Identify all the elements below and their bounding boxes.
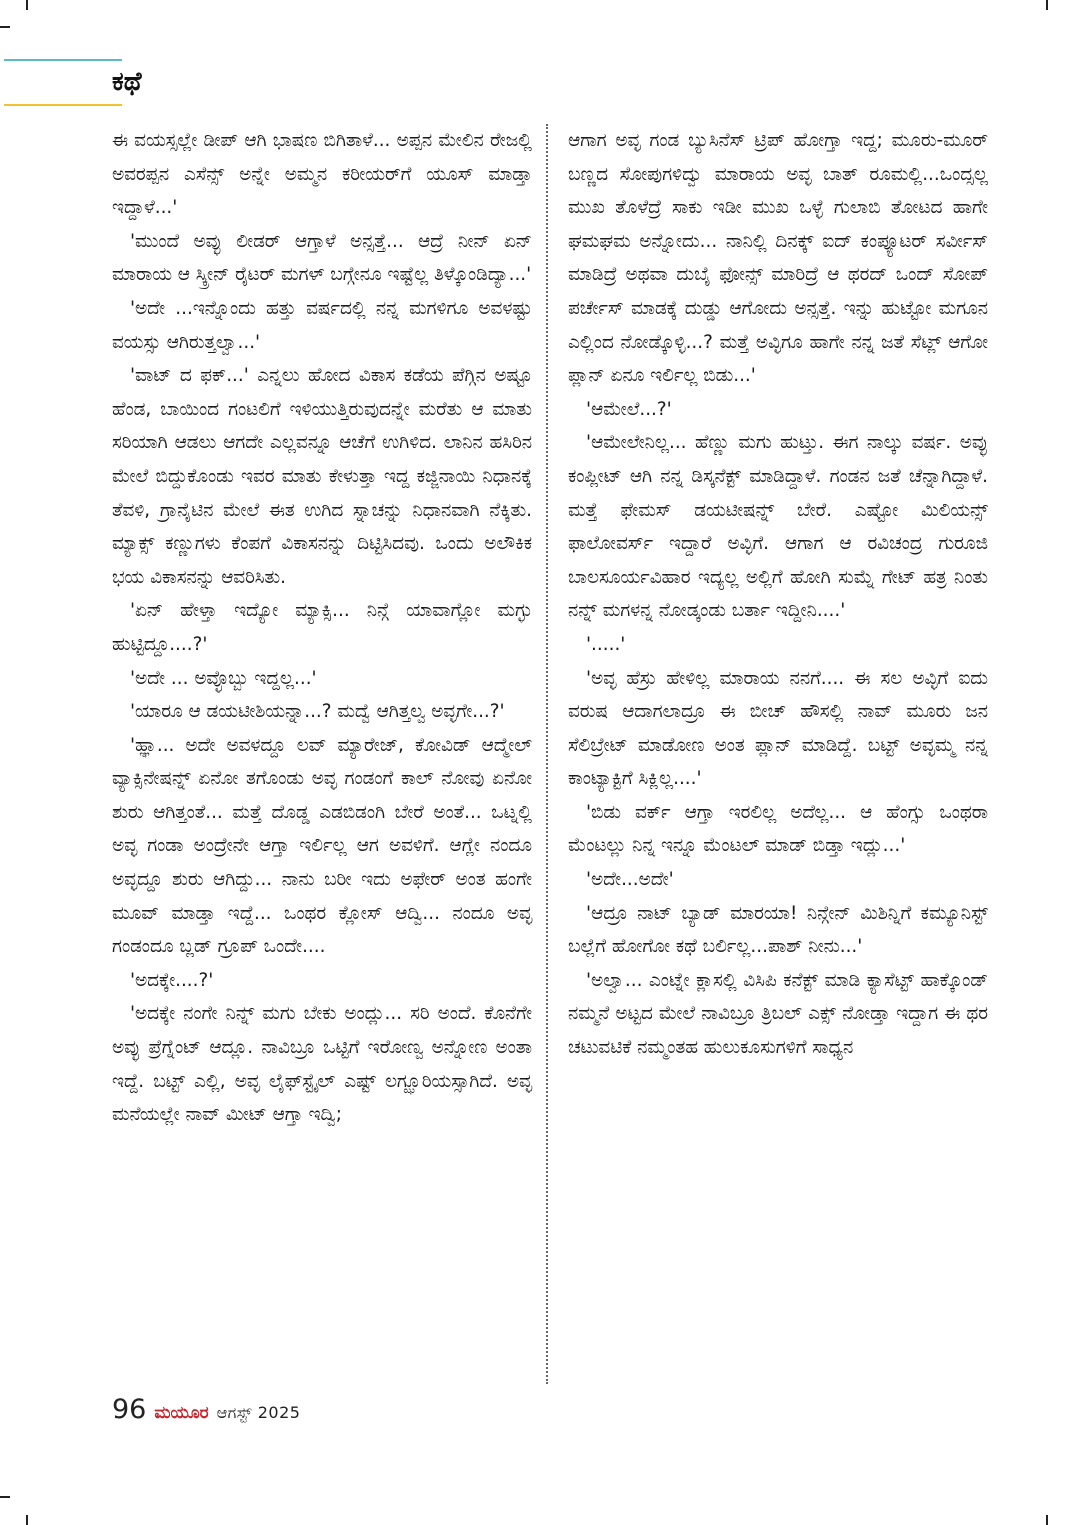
paragraph: 'ಅದೇ ...ಇನ್ನೊಂದು ಹತ್ತು ವರ್ಷದಲ್ಲಿ ನನ್ನ ಮಗಳಿಗೂ ಅವಳಷ್ಟು ವಯಸ್ಸು ಆಗಿರುತ್ತಲ್ವಾ...': [112, 297, 532, 353]
paragraph: ಈ ವಯಸ್ಸಲ್ಲೇ ಡೀಪ್ ಆಗಿ ಭಾಷಣ ಬಿಗಿತಾಳೆ... ಅಪ್ಪನ ಮೇಲಿನ ರೇಜಲ್ಲಿ ಅವರಪ್ಪನ ಎಸೆನ್ಸ್ ಅನ್ನೇ ಅಮ್ಮನ ಕರೀಯರ್‌ಗೆ ಯೂಸ್ ಮಾಡ್ತಾ ಇದ್ದಾಳೆ...': [112, 130, 532, 219]
crop-mark: [0, 26, 10, 28]
paragraph: ಆಗಾಗ ಅವ್ಳ ಗಂಡ ಬ್ಯುಸಿನೆಸ್ ಟ್ರಿಪ್ ಹೋಗ್ತಾ ಇದ್ದ; ಮೂರು-ಮೂರ್ ಬಣ್ಣದ ಸೋಪುಗಳಿದ್ವು ಮಾರಾಯ ಅವ್ಳ ಬಾತ್ ರೂಮಲ್ಲಿ...ಒಂದ್ಸಲ್ಲ ಮುಖ ತೊಳೆದ್ರೆ ಸಾಕು ಇಡೀ ಮುಖ ಒಳ್ಳೆ ಗುಲಾಬಿ ತೋಟದ ಹಾಗೇ ಘಮಘಮ ಅನ್ನೋದು... ನಾನಿಲ್ಲಿ ದಿನಕ್ಕ್ ಐದ್ ಕಂಪ್ಯೂಟರ್ ಸರ್ವೀಸ್ ಮಾಡಿದ್ರೆ ಅಥವಾ ದುಬೈ ಫೋನ್ಸ್ ಮಾರಿದ್ರೆ ಆ ಥರದ್ ಒಂದ್ ಸೋಪ್ ಪರ್ಚೇಸ್ ಮಾಡಕ್ಕೆ ದುಡ್ಡು ಆಗೋದು ಅನ್ಸತ್ತೆ. ಇನ್ನು ಹುಟ್ಟೋ ಮಗೂನ ಎಲ್ಲಿಂದ ನೋಡ್ಕೊಳ್ಳಿ...? ಮತ್ತೆ ಅವ್ಳಿಗೂ ಹಾಗೇ ನನ್ನ ಜತೆ ಸೆಟ್ಲ್ ಆಗೋ ಪ್ಲಾನ್ ಏನೂ ಇರ್ಲಿಲ್ಲ ಬಿಡು...': [568, 130, 988, 387]
section-title: ಕಥೆ: [112, 67, 142, 97]
paragraph: '.....': [586, 633, 626, 655]
paragraph: 'ಯಾರೂ ಆ ಡಯಟೀಶಿಯನ್ನಾ...? ಮದ್ವೆ ಆಗಿತ್ತಲ್ವ ಅವ್ಳಗೇ...?': [130, 701, 505, 723]
paragraph: 'ಅಲ್ವಾ... ಎಂಟ್ನೇ ಕ್ಲಾಸಲ್ಲಿ ವಿಸಿಪಿ ಕನೆಕ್ಟ್ ಮಾಡಿ ಕ್ಯಾಸೆಟ್ಟ್ ಹಾಕ್ಕೊಂಡ್ ನಮ್ಮನೆ ಅಟ್ಟದ ಮೇಲೆ ನಾವಿಬ್ರೂ ತ್ರಿಬಲ್ ಎಕ್ಸ್ ನೋಡ್ತಾ ಇದ್ದಾಗ ಈ ಥರ ಚಟುವಟಿಕೆ ನಮ್ಮಂತಹ ಹುಲುಕೂಸುಗಳಿಗೆ ಸಾಧ್ಯನ: [568, 969, 988, 1059]
paragraph: 'ಹ್ಞಾ... ಅದೇ ಅವಳದ್ದೂ ಲವ್ ಮ್ಯಾರೇಜ್, ಕೋವಿಡ್ ಆದ್ಮೇಲ್ ವ್ಯಾಕ್ಸಿನೇಷನ್ನ್ ಏನೋ ತಗೊಂಡು ಅವ್ಳ ಗಂಡಂಗೆ ಕಾಲ್ ನೋವು ಏನೋ ಶುರು ಆಗಿತ್ತಂತೆ... ಮತ್ತೆ ದೊಡ್ಡ ಎಡಬಿಡಂಗಿ ಬೇರೆ ಅಂತೆ... ಒಟ್ನಲ್ಲಿ ಅವ್ಳ ಗಂಡಾ ಅಂದ್ರೇನೇ ಆಗ್ತಾ ಇರ್ಲಿಲ್ಲ ಆಗ ಅವಳಿಗೆ. ಆಗ್ಲೇ ನಂದೂ ಅವ್ಳದ್ದೂ ಶುರು ಆಗಿದ್ದು... ನಾನು ಬರೀ ಇದು ಅಫೇರ್ ಅಂತ ಹಂಗೇ ಮೂವ್ ಮಾಡ್ತಾ ಇದ್ದೆ... ಒಂಥರ ಕ್ಲೋಸ್ ಆದ್ವಿ... ನಂದೂ ಅವ್ಳ ಗಂಡಂದೂ ಬ್ಲಡ್ ಗ್ರೂಪ್ ಒಂದೇ....: [112, 734, 532, 958]
paragraph: 'ಅವ್ಳ ಹೆಸ್ರು ಹೇಳಿಲ್ಲ ಮಾರಾಯ ನನಗೆ.... ಈ ಸಲ ಅವ್ಳಿಗೆ ಐದು ವರುಷ ಆದಾಗಲಾದ್ರೂ ಈ ಬೀಚ್ ಹೌಸಲ್ಲಿ ನಾವ್ ಮೂರು ಜನ ಸೆಲಿಬ್ರೇಟ್ ಮಾಡೋಣ ಅಂತ ಪ್ಲಾನ್ ಮಾಡಿದ್ದೆ. ಬಟ್ಟ್ ಅವ್ಳಮ್ಮ ನನ್ನ ಕಾಂಟ್ಯಾಕ್ಟಿಗೆ ಸಿಕ್ಲಿಲ್ಲ....': [568, 667, 988, 790]
paragraph: 'ಆಮೇಲೇನಿಲ್ಲ... ಹೆಣ್ಣು ಮಗು ಹುಟ್ತು. ಈಗ ನಾಲ್ಕು ವರ್ಷ. ಅವ್ಳು ಕಂಪ್ಲೀಟ್ ಆಗಿ ನನ್ನ ಡಿಸ್ಕನೆಕ್ಟ್ ಮಾಡಿದ್ದಾಳೆ. ಗಂಡನ ಜತೆ ಚೆನ್ನಾಗಿದ್ದಾಳೆ. ಮತ್ತೆ ಫೇಮಸ್ ಡಯಟೀಷನ್ನ್ ಬೇರೆ. ಎಷ್ಟೋ ಮಿಲಿಯನ್ಸ್ ಫಾಲೋವರ್ಸ್ ಇದ್ದಾರೆ ಅವ್ಳಿಗೆ. ಆಗಾಗ ಆ ರವಿಚಂದ್ರ ಗುರೂಜಿ ಬಾಲಸೂರ್ಯವಿಹಾರ ಇದ್ಯಲ್ಲ ಅಲ್ಲಿಗೆ ಹೋಗಿ ಸುಮ್ನೆ ಗೇಟ್ ಹತ್ರ ನಿಂತು ನನ್ನ್ ಮಗಳನ್ನ ನೋಡ್ಕಂಡು ಬರ್ತಾ ಇದ್ದೀನಿ....': [568, 432, 988, 622]
right-text-column: [568, 124, 988, 1065]
column-divider: [546, 124, 548, 1384]
crop-mark: [26, 1515, 28, 1525]
crop-mark: [1046, 0, 1048, 10]
paragraph: 'ಆದ್ರೂ ನಾಟ್ ಬ್ಯಾಡ್ ಮಾರಯಾ! ನಿನ್ಗೇನ್ ಮಿಶಿನ್ನಿಗೆ ಕಮ್ಯೂನಿಸ್ಟ್ ಬಲ್ಲೆಗೆ ಹೋಗೋ ಕಥೆ ಬರ್ಲಿಲ್ಲ...ಪಾಶ್ ನೀನು...': [568, 902, 988, 958]
paragraph: 'ಅದೇ ... ಅವ್ಳೊಬ್ಬು ಇದ್ದಲ್ಲ...': [130, 667, 317, 689]
magazine-name: ಮಯೂರ: [154, 1403, 209, 1423]
page-number: 96: [112, 1394, 147, 1425]
paragraph: 'ಅದಕ್ಕೇ ನಂಗೇ ನಿನ್ನ್ ಮಗು ಬೇಕು ಅಂದ್ಲು... ಸರಿ ಅಂದೆ. ಕೊನೆಗೇ ಅವ್ಳು ಪ್ರೆಗ್ನೆಂಟ್ ಆದ್ಲೂ. ನಾವಿಬ್ರೂ ಒಟ್ಟಿಗೆ ಇರೋಣ್ವ ಅನ್ನೋಣ ಅಂತಾ ಇದ್ದೆ. ಬಟ್ಟ್ ಎಲ್ಲಿ, ಅವ್ಳ ಲೈಫ್‌ಸ್ಟೈಲ್ ಎಷ್ಟ್ ಲಗ್ಝೂರಿಯಸ್ಸಾಗಿದೆ. ಅವ್ಳ ಮನೆಯಲ್ಲೇ ನಾವ್ ಮೀಟ್ ಆಗ್ತಾ ಇದ್ವಿ;: [112, 1003, 532, 1126]
paragraph: 'ಮುಂದೆ ಅವ್ಳು ಲೀಡರ್ ಆಗ್ತಾಳೆ ಅನ್ಸತ್ತೆ... ಆದ್ರೆ ನೀನ್ ಏನ್ ಮಾರಾಯ ಆ ಸ್ಕ್ರೀನ್ ರೈಟರ್ ಮಗಳ್ ಬಗ್ಗೇನೂ ಇಷ್ಟೆಲ್ಲ ತಿಳ್ಕೊಂಡಿದ್ಯಾ...': [112, 230, 532, 286]
paragraph: 'ವಾಟ್ ದ ಫಕ್...' ಎನ್ನಲು ಹೋದ ವಿಕಾಸ ಕಡೆಯ ಪೆಗ್ಗಿನ ಅಷ್ಟೂ ಹೆಂಡ, ಬಾಯಿಂದ ಗಂಟಲಿಗೆ ಇಳಿಯುತ್ತಿರುವುದನ್ನೇ ಮರೆತು ಆ ಮಾತು ಸರಿಯಾಗಿ ಆಡಲು ಆಗದೇ ಎಲ್ಲವನ್ನೂ ಆಚೆಗೆ ಉಗಿಳಿದ. ಲಾನಿನ ಹಸಿರಿನ ಮೇಲೆ ಬಿದ್ದುಕೊಂಡು ಇವರ ಮಾತು ಕೇಳುತ್ತಾ ಇದ್ದ ಕಜ್ಜಿನಾಯಿ ನಿಧಾನಕ್ಕೆ ತೆವಳಿ, ಗ್ರಾನೈಟಿನ ಮೇಲೆ ಈತ ಉಗಿದ ಸ್ನಾಚನ್ನು ನಿಧಾನವಾಗಿ ನೆಕ್ಕಿತು. ಮ್ಯಾಕ್ಸ್ ಕಣ್ಣುಗಳು ಕೆಂಪಗೆ ವಿಕಾಸನನ್ನು ದಿಟ್ಟಿಸಿದವು. ಒಂದು ಅಲೌಕಿಕ ಭಯ ವಿಕಾಸನನ್ನು ಆವರಿಸಿತು.: [112, 365, 532, 588]
section-rule-top: [4, 59, 122, 61]
crop-mark: [26, 0, 28, 10]
crop-mark: [1046, 1515, 1048, 1525]
issue-date: ಆಗಸ್ಟ್ 2025: [216, 1403, 301, 1422]
page-footer: [112, 1394, 300, 1430]
left-text-column: [112, 124, 532, 1132]
paragraph: 'ಬಿಡು ವರ್ಕ್ ಆಗ್ತಾ ಇರಲಿಲ್ಲ ಅದೆಲ್ಲ... ಆ ಹೆಂಗ್ಸು ಒಂಥರಾ ಮೆಂಟಲ್ಲು ನಿನ್ನ ಇನ್ನೂ ಮೆಂಟಲ್ ಮಾಡ್ ಬಿಡ್ತಾ ಇದ್ಲು...': [568, 801, 988, 857]
paragraph: 'ಆಮೇಲೆ...?': [586, 398, 672, 420]
section-rule-bottom: [4, 104, 122, 106]
crop-mark: [0, 1496, 10, 1498]
paragraph: 'ಏನ್ ಹೇಳ್ತಾ ಇದ್ಯೋ ಮ್ಯಾಕ್ಸಿ... ನಿನ್ಗೆ ಯಾವಾಗ್ಲೋ ಮಗ್ಳು ಹುಟ್ಟಿದ್ದೂ....?': [112, 600, 532, 655]
paragraph: 'ಅದೇ...ಅದೇ': [586, 869, 674, 891]
paragraph: 'ಅದಕ್ಕೇ....?': [130, 969, 214, 991]
